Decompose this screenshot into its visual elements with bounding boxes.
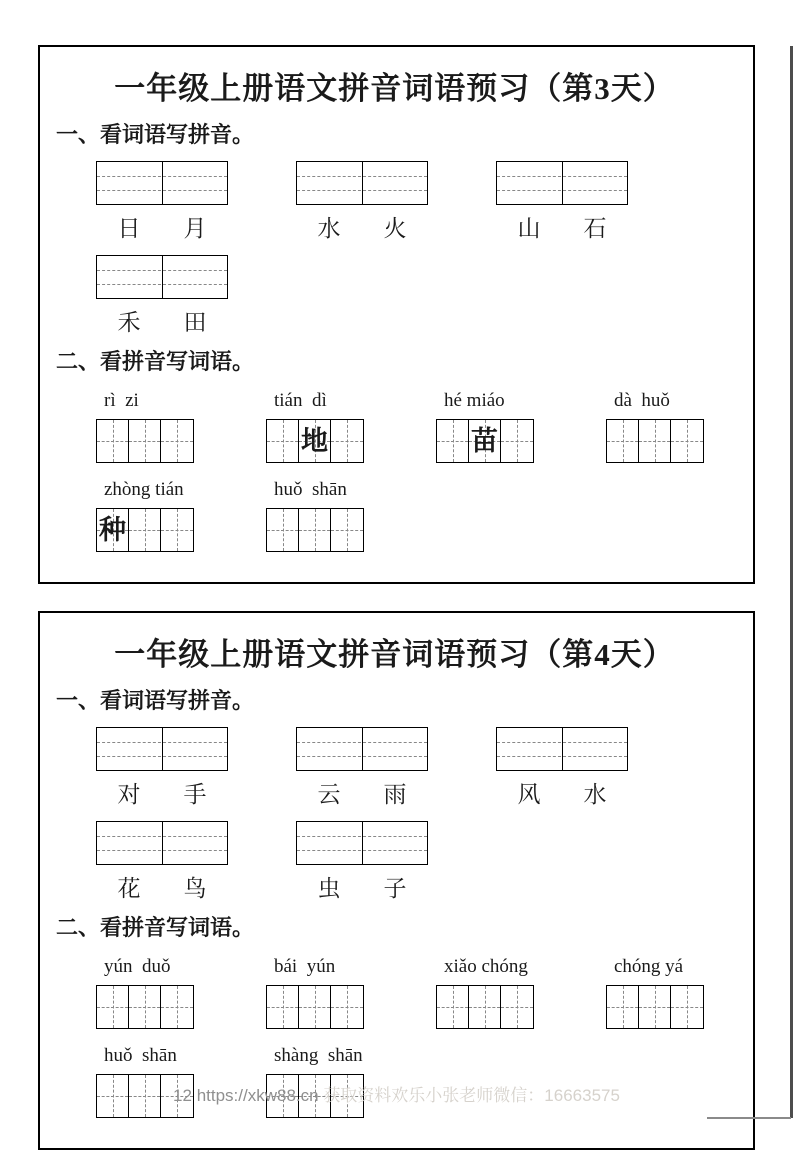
word-writing-row bbox=[54, 382, 735, 463]
pinyin-four-line-grid bbox=[296, 821, 428, 865]
answer-cell bbox=[161, 986, 193, 1028]
pinyin-four-line-grid bbox=[96, 161, 228, 205]
answer-cell bbox=[129, 420, 161, 462]
character-grid bbox=[266, 508, 364, 552]
section-1-heading: 一、看词语写拼音。 bbox=[56, 122, 255, 147]
char-label: 子 bbox=[383, 876, 407, 901]
pinyin-word-group bbox=[266, 471, 364, 552]
character-grid bbox=[96, 419, 194, 463]
pinyin-word-group bbox=[96, 382, 194, 463]
pinyin-label: huǒ shān bbox=[104, 1045, 177, 1066]
word-pinyin-group bbox=[96, 161, 228, 243]
grid-divider-line bbox=[562, 162, 563, 204]
answer-cell bbox=[331, 509, 363, 551]
word-pinyin-group bbox=[96, 821, 228, 903]
word-characters bbox=[296, 870, 428, 903]
char-label: 雨 bbox=[383, 782, 407, 807]
grid-dashed-line bbox=[497, 756, 627, 757]
prefilled-char: 地 bbox=[301, 425, 328, 456]
pinyin-label: hé miáo bbox=[444, 390, 505, 411]
answer-cell bbox=[97, 986, 129, 1028]
pinyin-writing-row bbox=[54, 255, 735, 337]
pinyin-writing-row bbox=[54, 821, 735, 903]
char-label: 山 bbox=[517, 216, 541, 241]
pinyin-label: dà huǒ bbox=[614, 390, 670, 411]
pinyin-four-line-grid bbox=[96, 727, 228, 771]
answer-cell bbox=[97, 420, 129, 462]
pinyin-four-line-grid bbox=[296, 161, 428, 205]
answer-cell bbox=[267, 509, 299, 551]
grid-dashed-line bbox=[97, 190, 227, 191]
answer-cell bbox=[299, 420, 331, 462]
word-characters bbox=[496, 210, 628, 243]
answer-cell bbox=[469, 986, 501, 1028]
char-label: 日 bbox=[117, 216, 141, 241]
prefilled-char: 苗 bbox=[471, 425, 498, 456]
pinyin-word-group bbox=[96, 471, 194, 552]
answer-cell bbox=[501, 420, 533, 462]
answer-cell bbox=[671, 420, 703, 462]
word-characters bbox=[296, 776, 428, 809]
answer-cell bbox=[331, 986, 363, 1028]
watermark: 获取资料欢乐小张老师微信：16663575 bbox=[323, 1086, 620, 1105]
worksheet-box-day4 bbox=[38, 611, 755, 1150]
char-label: 虫 bbox=[317, 876, 341, 901]
char-label: 鸟 bbox=[183, 876, 207, 901]
footer-url[interactable]: https://xkw88.cn bbox=[196, 1086, 319, 1105]
answer-cell bbox=[469, 420, 501, 462]
character-grid bbox=[266, 419, 364, 463]
character-grid bbox=[606, 419, 704, 463]
character-grid bbox=[266, 985, 364, 1029]
grid-dashed-line bbox=[97, 850, 227, 851]
grid-divider-line bbox=[162, 822, 163, 864]
pinyin-label: bái yún bbox=[274, 956, 336, 977]
grid-divider-line bbox=[162, 162, 163, 204]
section-1-heading: 一、看词语写拼音。 bbox=[56, 688, 255, 713]
word-characters bbox=[96, 304, 228, 337]
grid-dashed-line bbox=[297, 742, 427, 743]
word-pinyin-group bbox=[96, 255, 228, 337]
char-label: 禾 bbox=[117, 310, 141, 335]
answer-cell bbox=[161, 509, 193, 551]
grid-dashed-line bbox=[497, 190, 627, 191]
answer-cell bbox=[299, 986, 331, 1028]
pinyin-word-group bbox=[266, 382, 364, 463]
answer-cell bbox=[161, 420, 193, 462]
section-2-heading: 二、看拼音写词语。 bbox=[56, 915, 255, 940]
word-characters bbox=[96, 210, 228, 243]
word-pinyin-group bbox=[496, 727, 628, 809]
answer-cell bbox=[437, 986, 469, 1028]
answer-cell bbox=[437, 420, 469, 462]
prefilled-char: 种 bbox=[99, 514, 126, 545]
answer-cell bbox=[299, 509, 331, 551]
answer-cell bbox=[129, 986, 161, 1028]
pinyin-writing-row bbox=[54, 161, 735, 243]
character-grid bbox=[606, 985, 704, 1029]
pinyin-label: shàng shān bbox=[274, 1045, 363, 1066]
worksheet-box-day3 bbox=[38, 45, 755, 584]
grid-dashed-line bbox=[297, 850, 427, 851]
pinyin-label: rì zi bbox=[104, 390, 139, 411]
grid-divider-line bbox=[362, 162, 363, 204]
char-label: 花 bbox=[117, 876, 141, 901]
grid-dashed-line bbox=[97, 756, 227, 757]
worksheet-title-day4: 一年级上册语文拼音词语预习（第4天） bbox=[114, 637, 675, 672]
pinyin-label: yún duǒ bbox=[104, 956, 171, 977]
answer-cell bbox=[501, 986, 533, 1028]
pinyin-writing-row bbox=[54, 727, 735, 809]
worksheet-title-day3: 一年级上册语文拼音词语预习（第3天） bbox=[114, 71, 675, 106]
char-label: 月 bbox=[183, 216, 207, 241]
grid-dashed-line bbox=[497, 742, 627, 743]
word-pinyin-group bbox=[296, 727, 428, 809]
grid-divider-line bbox=[562, 728, 563, 770]
section-2-heading: 二、看拼音写词语。 bbox=[56, 349, 255, 374]
word-writing-row bbox=[54, 948, 735, 1029]
char-label: 云 bbox=[317, 782, 341, 807]
char-label: 水 bbox=[317, 216, 341, 241]
grid-dashed-line bbox=[297, 836, 427, 837]
word-pinyin-group bbox=[296, 821, 428, 903]
answer-cell bbox=[607, 986, 639, 1028]
pinyin-four-line-grid bbox=[96, 255, 228, 299]
pinyin-four-line-grid bbox=[496, 161, 628, 205]
answer-cell bbox=[97, 509, 129, 551]
pinyin-word-group bbox=[606, 948, 704, 1029]
answer-cell bbox=[639, 986, 671, 1028]
character-grid bbox=[96, 985, 194, 1029]
answer-cell bbox=[331, 420, 363, 462]
word-characters bbox=[96, 870, 228, 903]
grid-dashed-line bbox=[97, 270, 227, 271]
scan-edge-bottom-artifact bbox=[707, 1117, 791, 1119]
pinyin-label: huǒ shān bbox=[274, 479, 347, 500]
char-label: 风 bbox=[517, 782, 541, 807]
word-pinyin-group bbox=[496, 161, 628, 243]
word-pinyin-group bbox=[296, 161, 428, 243]
character-grid bbox=[96, 508, 194, 552]
answer-cell bbox=[267, 986, 299, 1028]
pinyin-word-group bbox=[606, 382, 704, 463]
grid-dashed-line bbox=[97, 284, 227, 285]
grid-divider-line bbox=[162, 256, 163, 298]
pinyin-word-group bbox=[436, 382, 534, 463]
footer-page-number: 12 bbox=[173, 1086, 192, 1105]
grid-dashed-line bbox=[297, 756, 427, 757]
word-characters bbox=[296, 210, 428, 243]
grid-dashed-line bbox=[97, 176, 227, 177]
pinyin-four-line-grid bbox=[496, 727, 628, 771]
word-writing-row bbox=[54, 471, 735, 552]
answer-cell bbox=[639, 420, 671, 462]
answer-cell bbox=[267, 420, 299, 462]
grid-divider-line bbox=[362, 822, 363, 864]
word-pinyin-group bbox=[96, 727, 228, 809]
pinyin-label: tián dì bbox=[274, 390, 327, 411]
pinyin-label: xiǎo chóng bbox=[444, 956, 528, 977]
word-characters bbox=[96, 776, 228, 809]
grid-dashed-line bbox=[297, 190, 427, 191]
grid-dashed-line bbox=[97, 742, 227, 743]
pinyin-word-group bbox=[96, 948, 194, 1029]
pinyin-four-line-grid bbox=[96, 821, 228, 865]
answer-cell bbox=[671, 986, 703, 1028]
character-grid bbox=[436, 419, 534, 463]
pinyin-word-group bbox=[266, 948, 364, 1029]
char-label: 火 bbox=[383, 216, 407, 241]
grid-dashed-line bbox=[297, 176, 427, 177]
pinyin-label: zhòng tián bbox=[104, 479, 184, 500]
char-label: 田 bbox=[183, 310, 207, 335]
char-label: 对 bbox=[117, 782, 141, 807]
word-characters bbox=[496, 776, 628, 809]
page-footer bbox=[0, 1081, 793, 1106]
pinyin-word-group bbox=[436, 948, 534, 1029]
char-label: 手 bbox=[183, 782, 207, 807]
answer-cell bbox=[607, 420, 639, 462]
pinyin-label: chóng yá bbox=[614, 956, 684, 977]
pinyin-four-line-grid bbox=[296, 727, 428, 771]
grid-divider-line bbox=[362, 728, 363, 770]
grid-dashed-line bbox=[97, 836, 227, 837]
char-label: 石 bbox=[583, 216, 607, 241]
grid-divider-line bbox=[162, 728, 163, 770]
grid-dashed-line bbox=[497, 176, 627, 177]
character-grid bbox=[436, 985, 534, 1029]
char-label: 水 bbox=[583, 782, 607, 807]
answer-cell bbox=[129, 509, 161, 551]
